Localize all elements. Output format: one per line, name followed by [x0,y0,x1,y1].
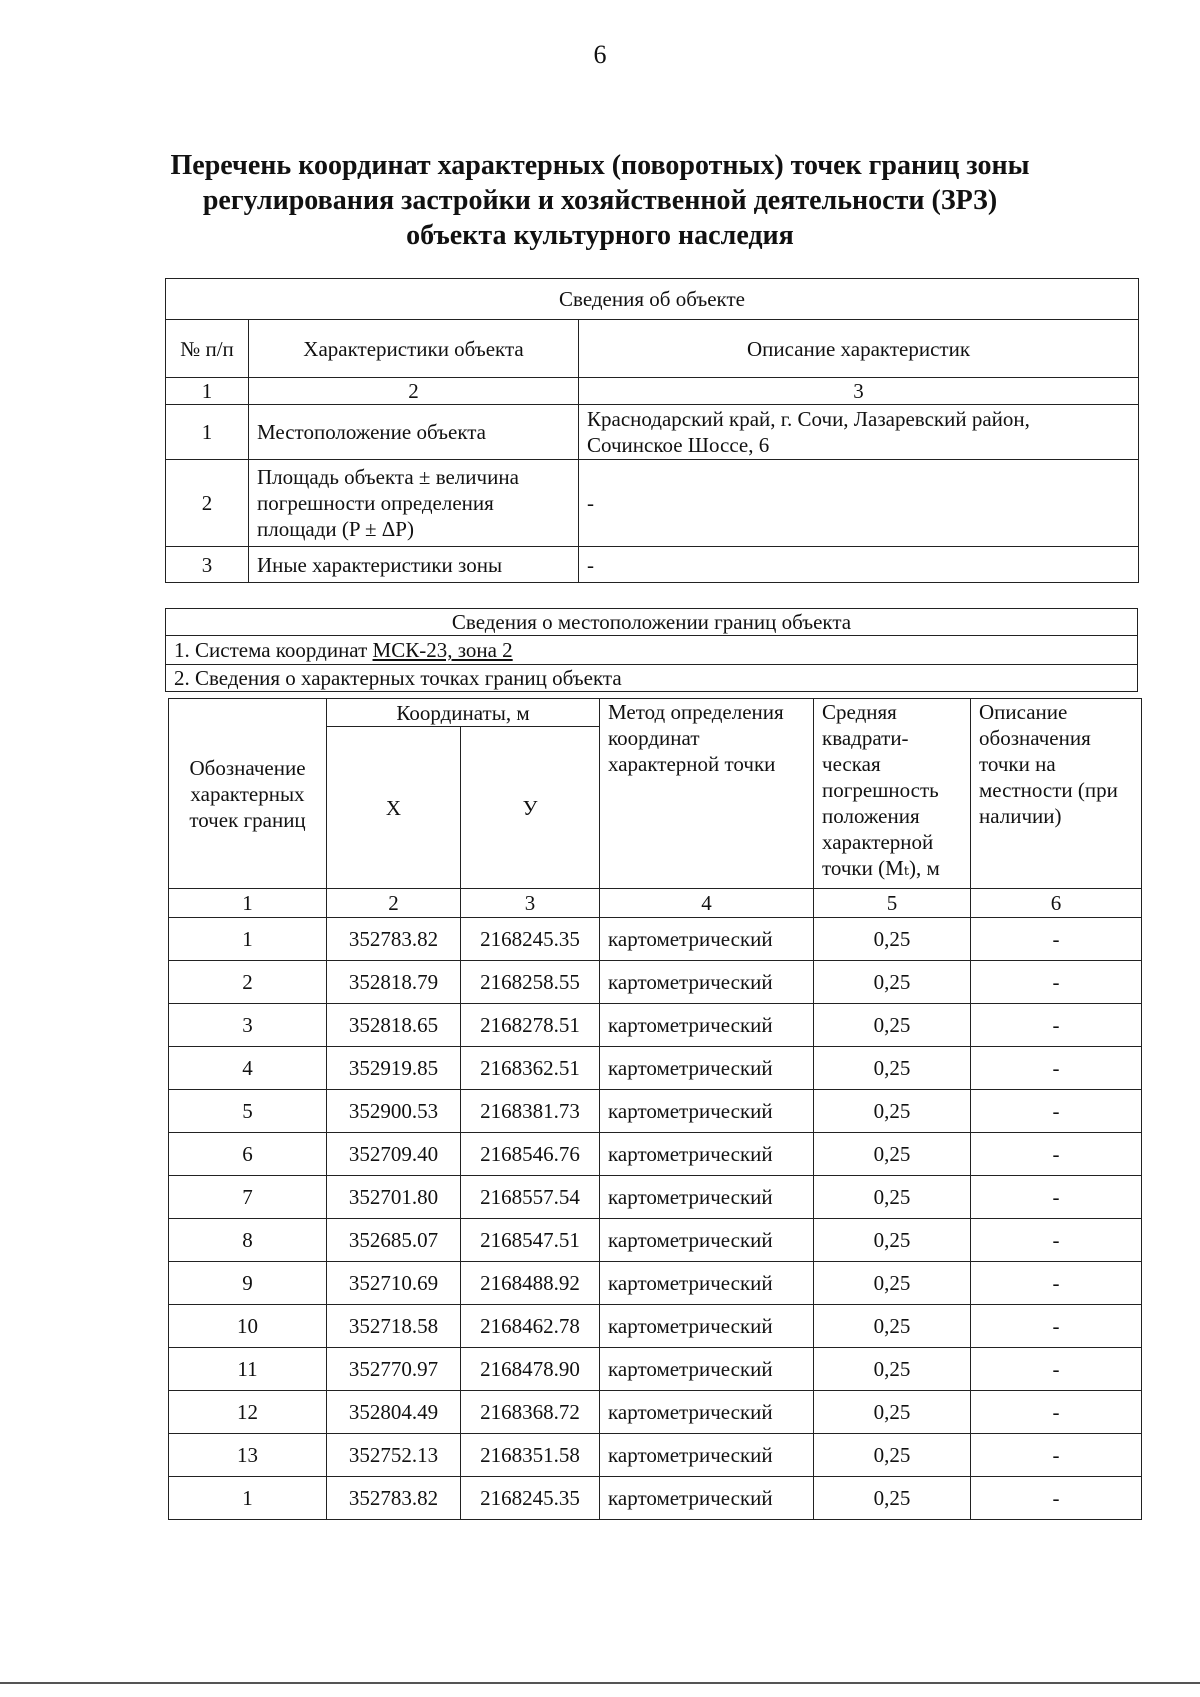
point-desc: - [971,1434,1142,1477]
point-error: 0,25 [814,1391,971,1434]
point-number: 1 [169,1477,327,1520]
point-method: картометрический [600,1391,814,1434]
point-error: 0,25 [814,1133,971,1176]
point-error: 0,25 [814,1176,971,1219]
info-row-value: - [579,547,1139,583]
point-x: 352783.82 [327,1477,461,1520]
point-row [169,1133,1142,1176]
info-row-value: - [579,460,1139,547]
point-x: 352709.40 [327,1133,461,1176]
point-error: 0,25 [814,1348,971,1391]
page-number: 6 [593,40,607,69]
point-number: 9 [169,1262,327,1305]
colnum-cell: 3 [579,378,1139,405]
point-number: 10 [169,1305,327,1348]
point-method: картометрический [600,1176,814,1219]
point-x: 352818.79 [327,961,461,1004]
point-number: 12 [169,1391,327,1434]
point-error: 0,25 [814,1262,971,1305]
point-desc: - [971,1219,1142,1262]
point-desc: - [971,918,1142,961]
point-number: 4 [169,1047,327,1090]
point-number: 1 [169,918,327,961]
point-method: картометрический [600,1434,814,1477]
point-row [169,918,1142,961]
point-number: 7 [169,1176,327,1219]
info-row-num: 1 [166,405,249,460]
point-method: картометрический [600,1219,814,1262]
col-y-header: У [461,727,600,889]
colnum-cell: 4 [600,889,814,918]
point-method: картометрический [600,961,814,1004]
point-row [169,1305,1142,1348]
point-y: 2168362.51 [461,1047,600,1090]
col-desc-header: Описание обозначения точки на местности (при наличии) [971,699,1142,889]
point-method: картометрический [600,1004,814,1047]
col-x-header: X [327,727,461,889]
point-row [169,1219,1142,1262]
point-x: 352701.80 [327,1176,461,1219]
info-row-name: Местоположение объекта [249,405,579,460]
point-error: 0,25 [814,1090,971,1133]
point-row [169,1090,1142,1133]
info-row-num: 3 [166,547,249,583]
point-y: 2168245.35 [461,918,600,961]
point-error: 0,25 [814,1219,971,1262]
point-y: 2168547.51 [461,1219,600,1262]
point-y: 2168478.90 [461,1348,600,1391]
point-x: 352804.49 [327,1391,461,1434]
info-row-name: Иные характеристики зоны [249,547,579,583]
point-row [169,961,1142,1004]
title-line-2: регулирования застройки и хозяйственной деятельности (ЗРЗ) [202,185,998,216]
info-row [166,460,1139,547]
col-error-header: Средняя квадрати-ческая погрешность положения характерной точки (Mₜ), м [814,699,971,889]
point-number: 6 [169,1133,327,1176]
info-row-num: 2 [166,460,249,547]
page-title [150,148,1050,253]
point-number: 11 [169,1348,327,1391]
point-error: 0,25 [814,918,971,961]
point-x: 352710.69 [327,1262,461,1305]
point-desc: - [971,1262,1142,1305]
col-method-header: Метод определения координат характерной точки [600,699,814,889]
coord-system-value: МСК-23, зона 2 [372,638,513,662]
page-bottom-rule [0,1682,1200,1684]
point-error: 0,25 [814,1434,971,1477]
point-method: картометрический [600,918,814,961]
col-designation-header: Обозначение характерных точек границ [169,699,327,889]
colnum-cell: 3 [461,889,600,918]
point-desc: - [971,1348,1142,1391]
point-y: 2168381.73 [461,1090,600,1133]
point-desc: - [971,1090,1142,1133]
point-y: 2168488.92 [461,1262,600,1305]
point-number: 3 [169,1004,327,1047]
point-x: 352919.85 [327,1047,461,1090]
point-x: 352718.58 [327,1305,461,1348]
point-method: картометрический [600,1305,814,1348]
point-number: 5 [169,1090,327,1133]
point-error: 0,25 [814,961,971,1004]
point-desc: - [971,1305,1142,1348]
point-y: 2168557.54 [461,1176,600,1219]
point-row [169,1262,1142,1305]
point-y: 2168245.35 [461,1477,600,1520]
object-info-table [165,278,1139,583]
colnum-cell: 1 [169,889,327,918]
point-row [169,1348,1142,1391]
colnum-cell: 5 [814,889,971,918]
point-y: 2168462.78 [461,1305,600,1348]
point-x: 352900.53 [327,1090,461,1133]
info-row [166,547,1139,583]
point-x: 352770.97 [327,1348,461,1391]
info-row-value: Краснодарский край, г. Сочи, Лазаревский район, Сочинское Шоссе, 6 [579,405,1139,460]
point-desc: - [971,961,1142,1004]
point-y: 2168278.51 [461,1004,600,1047]
point-desc: - [971,1477,1142,1520]
info-row-name: Площадь объекта ± величина погрешности определения площади (P ± ΔP) [249,460,579,547]
info-row [166,405,1139,460]
point-x: 352783.82 [327,918,461,961]
col-description-header: Описание характеристик [579,320,1139,378]
point-desc: - [971,1176,1142,1219]
point-desc: - [971,1133,1142,1176]
points-header: 2. Сведения о характерных точках границ объекта [166,665,1138,692]
point-number: 13 [169,1434,327,1477]
point-method: картометрический [600,1090,814,1133]
point-method: картометрический [600,1477,814,1520]
point-method: картометрический [600,1262,814,1305]
point-number: 2 [169,961,327,1004]
point-error: 0,25 [814,1477,971,1520]
point-row [169,1176,1142,1219]
point-y: 2168258.55 [461,961,600,1004]
point-row [169,1047,1142,1090]
point-error: 0,25 [814,1305,971,1348]
point-method: картометрический [600,1348,814,1391]
title-line-1: Перечень координат характерных (поворотных) точек границ зоны [170,150,1030,181]
coord-system-row [166,636,1138,665]
point-desc: - [971,1047,1142,1090]
col-characteristics-header: Характеристики объекта [249,320,579,378]
location-info-table [165,608,1138,692]
points-table [168,698,1142,1520]
colnum-cell: 6 [971,889,1142,918]
point-y: 2168368.72 [461,1391,600,1434]
point-row [169,1391,1142,1434]
colnum-cell: 2 [249,378,579,405]
point-error: 0,25 [814,1047,971,1090]
col-num-header: № п/п [166,320,249,378]
point-row [169,1434,1142,1477]
point-y: 2168351.58 [461,1434,600,1477]
point-method: картометрический [600,1047,814,1090]
point-x: 352752.13 [327,1434,461,1477]
point-desc: - [971,1391,1142,1434]
point-method: картометрический [600,1133,814,1176]
point-x: 352685.07 [327,1219,461,1262]
point-number: 8 [169,1219,327,1262]
colnum-cell: 2 [327,889,461,918]
point-row [169,1004,1142,1047]
col-coords-header: Координаты, м [327,699,600,727]
point-desc: - [971,1004,1142,1047]
location-info-header: Сведения о местоположении границ объекта [166,609,1138,636]
point-x: 352818.65 [327,1004,461,1047]
coord-system-label: 1. Система координат [174,638,373,662]
point-row [169,1477,1142,1520]
title-line-3: объекта культурного наследия [406,220,794,251]
point-y: 2168546.76 [461,1133,600,1176]
object-info-header: Сведения об объекте [166,279,1139,320]
colnum-cell: 1 [166,378,249,405]
point-error: 0,25 [814,1004,971,1047]
